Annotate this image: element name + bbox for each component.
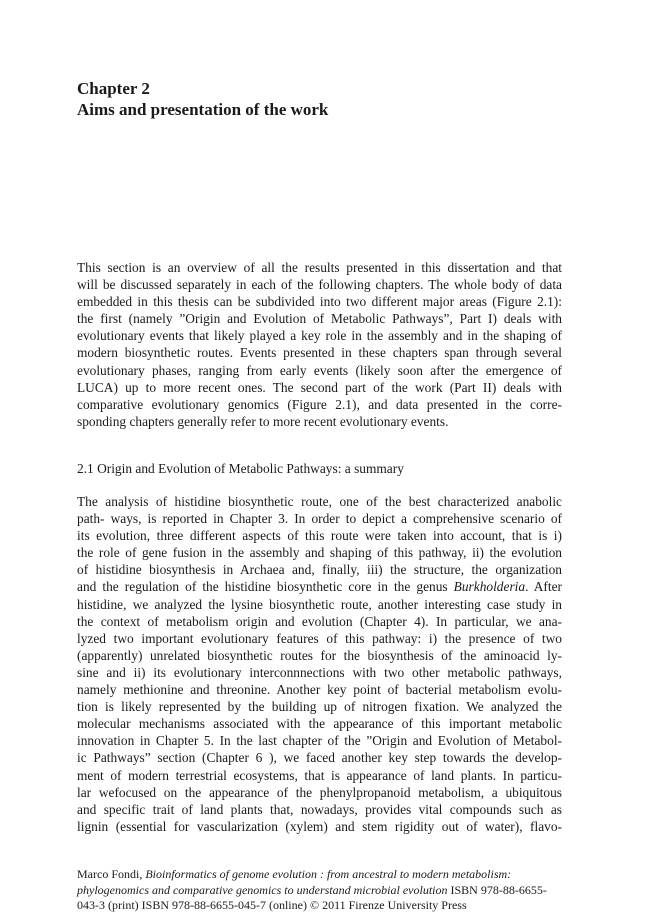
text-line-with-italic [77, 578, 562, 595]
text-line: innovation in Chapter 5. In the last chapter of the ”Origin and Evolution of Metabol- [77, 733, 562, 749]
text-line: comparative evolutionary genomics (Figure 2.1), and data presented in the corre- [77, 396, 562, 412]
text-line: LUCA) up to more recent ones. The second part of the work (Part II) deals with [77, 379, 562, 395]
text-line: lar wefocused on the appearance of the phenylpropanoid metabolism, a ubiquitous [77, 784, 562, 800]
text-line: lignin (essential for vascularization (xylem) and stem rigidity out of water), flavo- [77, 818, 562, 834]
text-line: path- ways, is reported in Chapter 3. In order to depict a comprehensive scenario of [77, 511, 562, 527]
text-line: the role of gene fusion in the assembly and shaping of this pathway, ii) the evolution [77, 545, 562, 561]
text-line: (apparently) unrelated biosynthetic routes for the biosynthesis of the aminoacid ly- [77, 647, 562, 663]
footer-book-title: Bioinformatics of genome evolution : from ancestral to modern metabolism: [145, 867, 512, 881]
text-line: ic Pathways” section (Chapter 6 ), we faced another key step towards the develop- [77, 750, 562, 766]
text-line: modern biosynthetic routes. Events presented in these chapters span through several [77, 345, 562, 361]
text-segment: . After [525, 579, 562, 595]
text-line: the first (namely ”Origin and Evolution of Metabolic Pathways”, Part I) deals with [77, 311, 562, 327]
text-line: the context of metabolism origin and evolution (Chapter 4). In particular, we ana- [77, 613, 562, 629]
footer-isbn: ISBN 978-88-6655- [447, 882, 547, 897]
text-line: embedded in this thesis can be subdivided into two different major areas (Figure 2.1): [77, 294, 562, 310]
text-line: sine and ii) its evolutionary interconnnections with two other metabolic pathways, [77, 664, 562, 680]
text-line: tion is likely represented by the building up of nitrogen fixation. We analyzed the [77, 699, 562, 715]
footer-line [77, 883, 567, 899]
footer-author: Marco Fondi, [77, 867, 146, 881]
text-line: This section is an overview of all the results presented in this dissertation and that [77, 260, 562, 275]
footer-book-subtitle: phylogenomics and comparative genomics to understand microbial evolution [77, 882, 448, 897]
text-line: sponding chapters generally refer to more recent evolutionary events. [77, 413, 449, 429]
chapter-title: Aims and presentation of the work [77, 100, 329, 119]
intro-paragraph [77, 259, 562, 430]
text-line: lyzed two important evolutionary features of this pathway: i) the presence of two [77, 630, 562, 646]
citation-footer [77, 867, 567, 914]
text-line: of histidine biosynthesis in Archaea and, finally, iii) the structure, the organization [77, 562, 562, 578]
genus-name-italic: Burkholderia [453, 579, 526, 595]
text-line: and specific trait of land plants that, nowadays, provides vital compounds such as [77, 801, 562, 817]
summary-paragraph [77, 493, 562, 835]
chapter-heading [77, 78, 577, 120]
text-line: molecular mechanisms associated with the appearance of this important metabolic [77, 716, 562, 732]
text-line: namely methionine and threonine. Another key point of bacterial metabolism evolu- [77, 682, 562, 698]
text-line: its evolution, three different aspects of this route were taken into account, that is i) [77, 528, 562, 544]
text-line: evolutionary events that likely played a key role in the assembly and in the shaping of [77, 328, 562, 344]
section-heading: 2.1 Origin and Evolution of Metabolic Pathways: a summary [77, 461, 404, 476]
text-line: will be discussed separately in each of the following chapters. The whole body of data [77, 277, 562, 293]
text-line: evolutionary phases, ranging from early events (likely soon after the emergence of [77, 362, 562, 378]
text-line: histidine, we analyzed the lysine biosynthetic route, another interesting case study in [77, 596, 562, 612]
text-segment: and the regulation of the histidine biosynthetic core in the genus [77, 579, 454, 595]
text-line: The analysis of histidine biosynthetic route, one of the best characterized anabolic [77, 494, 562, 509]
text-line: ment of modern terrestrial ecosystems, that is appearance of land plants. In particu- [77, 767, 562, 783]
footer-line: 043-3 (print) ISBN 978-88-6655-045-7 (online) © 2011 Firenze University Press [77, 898, 467, 912]
footer-line [77, 867, 567, 883]
chapter-number: Chapter 2 [77, 79, 150, 98]
